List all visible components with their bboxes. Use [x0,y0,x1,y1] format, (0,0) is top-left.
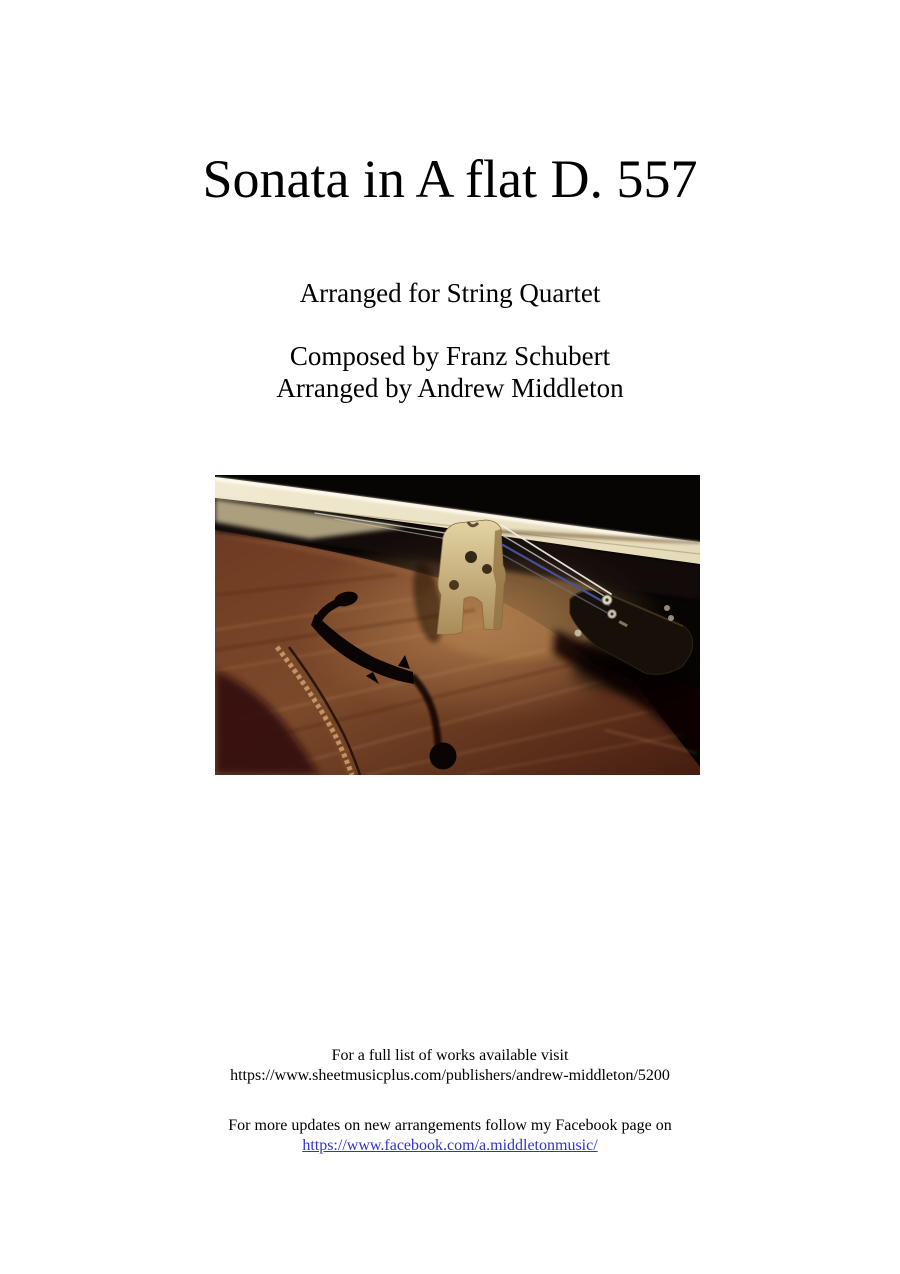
works-footer-text: For a full list of works available visit [331,1047,569,1064]
facebook-footer-text: For more updates on new arrangements follow my Facebook page on [228,1117,672,1134]
composer-line: Composed by Franz Schubert [289,341,611,371]
arranger-line: Arranged by Andrew Middleton [276,373,624,403]
page-title: Sonata in A flat D. 557 [202,149,698,209]
works-footer-url: https://www.sheetmusicplus.com/publishers/andrew-middleton/5200 [230,1067,670,1084]
credits-block [0,340,900,404]
violin-photo [215,475,700,775]
works-footer-block [0,1046,900,1086]
facebook-footer-block [0,1116,900,1156]
facebook-link[interactable]: https://www.facebook.com/a.middletonmusic/ [302,1137,598,1154]
subtitle: Arranged for String Quartet [299,278,601,308]
